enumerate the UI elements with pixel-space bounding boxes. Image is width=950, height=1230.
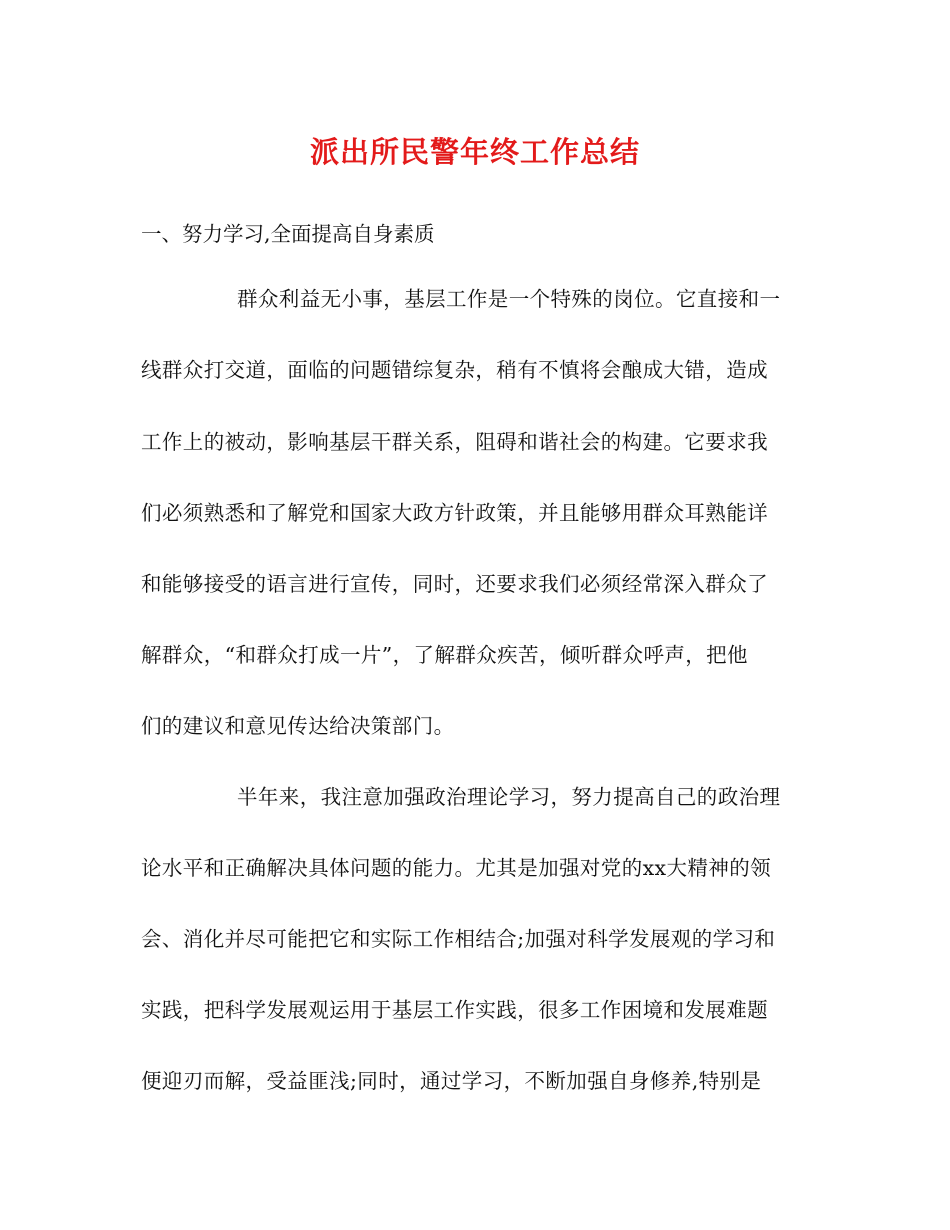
- section-heading: 一、努力学习,全面提高自身素质: [141, 222, 435, 246]
- paragraph-line: 半年来，我注意加强政治理论学习，努力提高自己的政治理: [237, 785, 781, 809]
- paragraph-line: 实践，把科学发展观运用于基层工作实践，很多工作困境和发展难题: [141, 998, 768, 1022]
- paragraph-line: 线群众打交道，面临的问题错综复杂，稍有不慎将会酿成大错，造成: [141, 358, 768, 382]
- paragraph-line: 们必须熟悉和了解党和国家大政方针政策，并且能够用群众耳熟能详: [141, 501, 768, 525]
- paragraph-line: 群众利益无小事，基层工作是一个特殊的岗位。它直接和一: [237, 287, 781, 311]
- document-title: 派出所民警年终工作总结: [309, 135, 640, 169]
- paragraph-line: 们的建议和意见传达给决策部门。: [141, 714, 455, 738]
- paragraph-line: 和能够接受的语言进行宣传，同时，还要求我们必须经常深入群众了: [141, 572, 768, 596]
- paragraph-line: 工作上的被动，影响基层干群关系，阻碍和谐社会的构建。它要求我: [141, 430, 768, 454]
- paragraph-line: 解群众，“和群众打成一片”，了解群众疾苦，倾听群众呼声，把他: [141, 643, 748, 667]
- paragraph-line: 便迎刃而解，受益匪浅;同时，通过学习，不断加强自身修养,特别是: [141, 1069, 762, 1093]
- paragraph-line: 会、消化并尽可能把它和实际工作相结合;加强对科学发展观的学习和: [141, 927, 776, 951]
- paragraph-line: 论水平和正确解决具体问题的能力。尤其是加强对党的xx大精神的领: [141, 856, 772, 880]
